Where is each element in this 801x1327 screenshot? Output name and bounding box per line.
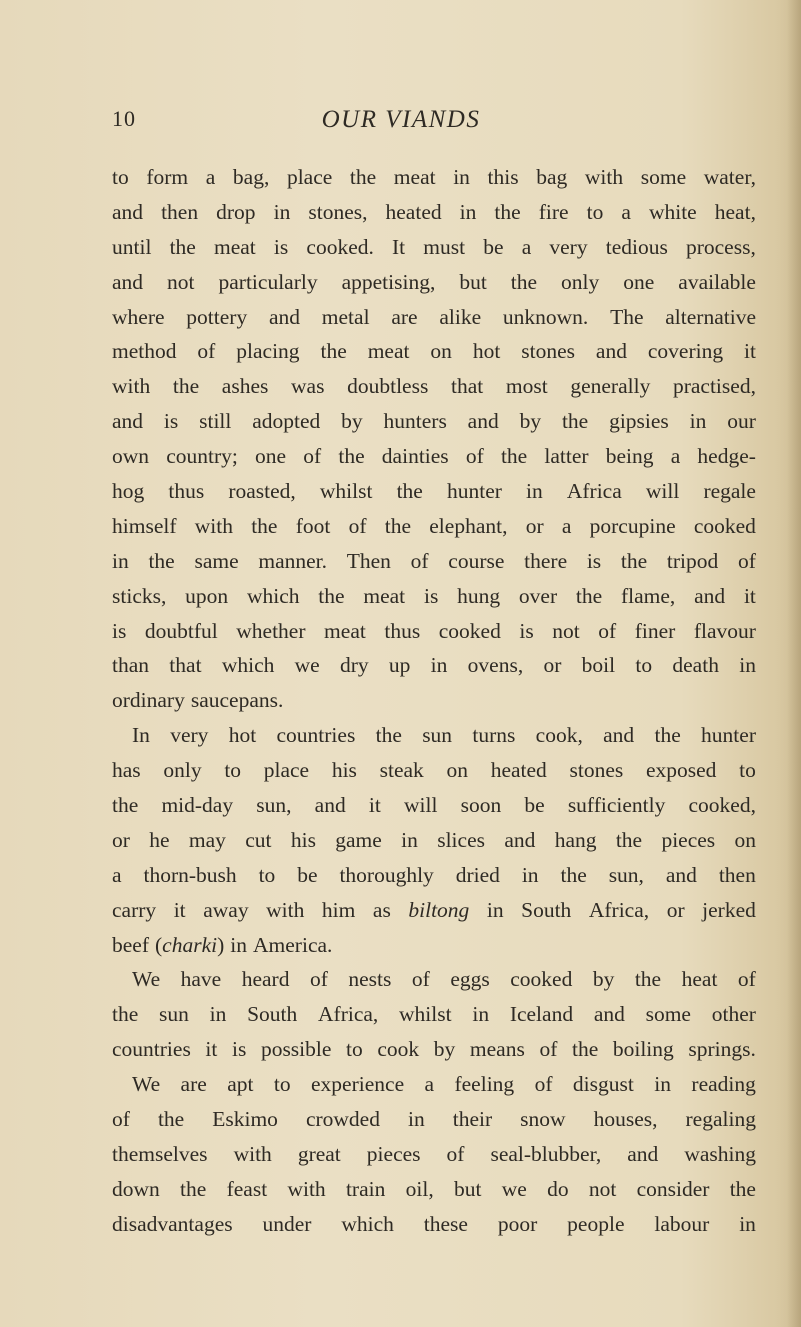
page-edge-shadow: [787, 0, 801, 1327]
text-line: or he may cut his game in slices and hang the pieces on: [112, 827, 756, 852]
text-line: has only to place his steak on heated stones exposed to: [112, 758, 756, 783]
text-line: and is still adopted by hunters and by the gipsies in our: [112, 409, 756, 434]
text-line: We have heard of nests of eggs cooked by the heat of: [132, 967, 756, 992]
text-line: own country; one of the dainties of the latter being a hedge-: [112, 444, 756, 469]
text-line: and then drop in stones, heated in the fire to a white heat,: [112, 199, 756, 224]
text-line: and not particularly appetising, but the only one available: [112, 269, 756, 294]
text-line: where pottery and metal are alike unknown. The alternative: [112, 304, 756, 329]
text-line: countries it is possible to cook by means of the boiling springs.: [112, 1037, 756, 1062]
text-line: hog thus roasted, whilst the hunter in Africa will regale: [112, 479, 756, 504]
text-line: We are apt to experience a feeling of disgust in reading: [132, 1072, 756, 1097]
text-line: until the meat is cooked. It must be a very tedious process,: [112, 234, 756, 259]
running-title: OUR VIANDS: [321, 106, 481, 133]
text-line: with the ashes was doubtless that most generally practised,: [112, 374, 756, 399]
text-line: method of placing the meat on hot stones and covering it: [112, 339, 756, 364]
text-line: ordinary saucepans.: [112, 688, 284, 713]
text-line: a thorn-bush to be thoroughly dried in the sun, and then: [112, 862, 756, 887]
text-line: themselves with great pieces of seal-blubber, and washing: [112, 1141, 756, 1166]
text-line: than that which we dry up in ovens, or boil to death in: [112, 653, 756, 678]
text-line: himself with the foot of the elephant, or a porcupine cooked: [112, 513, 756, 538]
running-head: [112, 106, 690, 142]
text-line: the sun in South Africa, whilst in Iceland and some other: [112, 1002, 756, 1027]
text-line: in the same manner. Then of course there is the tripod of: [112, 548, 756, 573]
text-line: sticks, upon which the meat is hung over the flame, and it: [112, 583, 756, 608]
body-text: [112, 160, 756, 1242]
text-line: down the feast with train oil, but we do not consider the: [112, 1176, 756, 1201]
text-line: the mid-day sun, and it will soon be sufficiently cooked,: [112, 793, 756, 818]
text-line: disadvantages under which these poor people labour in: [112, 1211, 756, 1236]
text-line: of the Eskimo crowded in their snow houses, regaling: [112, 1107, 756, 1132]
text-line: In very hot countries the sun turns cook, and the hunter: [132, 723, 756, 748]
text-line: beef (charki) in America.: [112, 932, 333, 957]
text-line: is doubtful whether meat thus cooked is not of finer flavour: [112, 618, 756, 643]
page-number: 10: [112, 106, 136, 131]
text-line: carry it away with him as biltong in South Africa, or jerked: [112, 897, 756, 922]
text-line: to form a bag, place the meat in this bag with some water,: [112, 165, 756, 189]
